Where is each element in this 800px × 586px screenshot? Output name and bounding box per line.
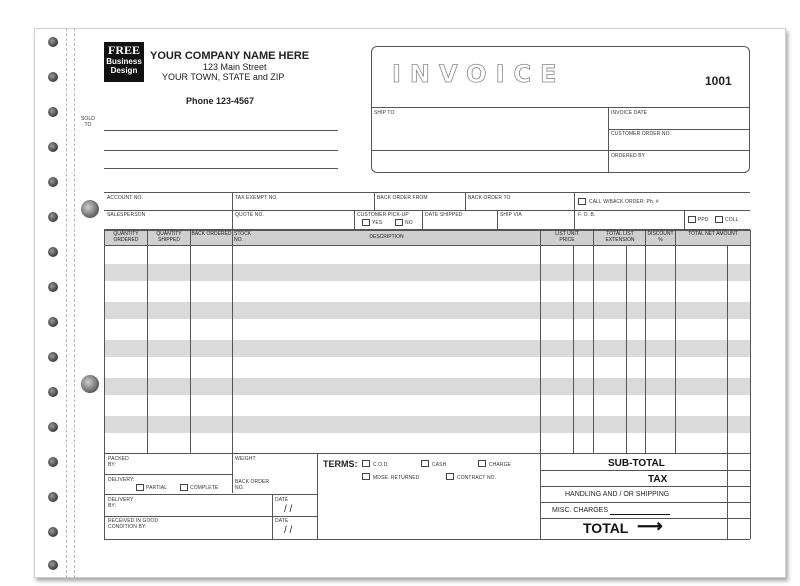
tax-exempt-label: TAX EXEMPT NO. — [235, 195, 278, 201]
ordered-by-field[interactable] — [611, 160, 747, 171]
call-wback-checkbox[interactable] — [578, 198, 586, 205]
info-divider — [497, 210, 498, 229]
grid-col — [147, 230, 148, 454]
invoice-number: 1001 — [705, 74, 732, 88]
feed-hole — [48, 560, 58, 570]
company-name: YOUR COMPANY NAME HERE — [150, 50, 310, 62]
grid-col — [750, 230, 751, 454]
sub-total-label: SUB-TOTAL — [608, 458, 665, 469]
logo-line3: Design — [110, 66, 138, 75]
salesperson-label: SALESPERSON — [107, 212, 146, 218]
footer-line — [104, 474, 232, 475]
ppd-label: PPD — [698, 217, 709, 223]
tax-label: TAX — [648, 474, 668, 485]
col-qty-ordered: QUANTITY ORDERED — [113, 231, 139, 243]
sold-to-label: SOLD TO — [80, 116, 96, 128]
info-divider — [574, 192, 575, 229]
info-divider — [374, 192, 375, 210]
feed-hole — [48, 177, 58, 187]
logo-line2: Business — [106, 57, 142, 66]
totals-line — [540, 486, 750, 487]
footer-divider — [727, 453, 728, 539]
pickup-yes-label: YES — [372, 220, 383, 226]
col-total-list: TOTAL LIST EXTENSION — [605, 231, 635, 243]
cash-checkbox[interactable] — [421, 460, 429, 467]
col-list-price: LIST UNIT PRICE — [555, 231, 579, 243]
grid-col — [573, 245, 574, 454]
terms-label: TERMS: — [323, 459, 358, 469]
ship-to-label: SHIP TO — [374, 110, 395, 116]
invoice-date-label: INVOICE DATE — [611, 110, 648, 116]
charge-label: CHARGE — [489, 462, 511, 468]
info-line — [104, 192, 750, 193]
logo-line1: FREE — [107, 43, 140, 57]
grid-col — [645, 230, 646, 454]
coll-label: COLL — [725, 217, 739, 223]
contract-no-checkbox[interactable] — [446, 473, 454, 480]
feed-hole — [48, 527, 58, 537]
feed-hole — [48, 317, 58, 327]
cash-label: CASH — [432, 462, 447, 468]
perforation-line — [66, 28, 67, 578]
date2-label: DATE — [275, 518, 289, 524]
mdse-returned-label: MDSE. RETURNED — [373, 475, 420, 481]
date2-slashes[interactable]: / / — [284, 525, 293, 536]
footer-divider — [750, 453, 751, 539]
company-phone: Phone 123-4567 — [186, 96, 255, 106]
company-city: YOUR TOWN, STATE and ZIP — [162, 72, 285, 82]
packed-by-label: PACKED BY: — [108, 456, 129, 468]
delivery-label: DELIVERY: — [108, 477, 135, 483]
footer-line — [104, 539, 750, 540]
back-order-from-label: BACK ORDER FROM — [377, 195, 428, 201]
col-qty-shipped: QUANTITY SHIPPED — [156, 231, 182, 243]
feed-hole — [48, 352, 58, 362]
grid-col — [593, 230, 594, 454]
handling-label: HANDLING AND / OR SHIPPING — [565, 491, 670, 498]
row-band — [104, 416, 750, 433]
grid-col — [232, 230, 233, 454]
info-divider — [232, 192, 233, 229]
col-description: DESCRIPTION — [369, 234, 404, 240]
complete-checkbox[interactable] — [180, 484, 188, 491]
feed-hole — [48, 107, 58, 117]
info-divider — [465, 192, 466, 210]
date-shipped-label: DATE SHIPPED — [425, 212, 463, 218]
customer-order-field[interactable] — [611, 138, 747, 149]
invoice-title: INVOICE — [392, 60, 566, 88]
binder-hole — [81, 200, 99, 218]
delivery-by-label: DELIVERY BY: — [108, 497, 134, 509]
footer-border — [104, 453, 105, 539]
invoice-date-field[interactable] — [611, 117, 747, 128]
ordered-by-label: ORDERED BY — [611, 153, 646, 159]
weight-label: WEIGHT — [235, 456, 256, 462]
invoice-divider — [608, 107, 609, 173]
grid-border — [104, 453, 750, 454]
ship-via-label: SHIP VIA — [500, 212, 522, 218]
pickup-yes-checkbox[interactable] — [362, 219, 370, 226]
footer-divider — [272, 494, 273, 539]
binder-hole — [81, 375, 99, 393]
footer-line — [104, 516, 317, 517]
misc-underline — [610, 514, 670, 515]
date-slashes[interactable]: / / — [284, 504, 293, 515]
ppd-checkbox[interactable] — [688, 216, 696, 223]
sold-to-line — [104, 130, 338, 131]
cod-label: C.O.D. — [373, 462, 389, 468]
feed-hole — [48, 457, 58, 467]
account-no-label: ACCOUNT NO. — [107, 195, 144, 201]
row-band — [104, 378, 750, 395]
date-label: DATE — [275, 497, 289, 503]
row-band — [104, 340, 750, 357]
totals-line — [540, 470, 750, 471]
footer-line — [104, 494, 317, 495]
customer-order-label: CUSTOMER ORDER NO. — [611, 131, 672, 137]
grid-border — [104, 245, 750, 246]
customer-pickup-label: CUSTOMER PICK-UP — [357, 212, 409, 218]
feed-hole — [48, 492, 58, 502]
misc-label: MISC. CHARGES — [552, 507, 609, 514]
feed-hole — [48, 212, 58, 222]
row-band — [104, 302, 750, 319]
received-label: RECEIVED IN GOOD CONDITION BY: — [108, 518, 159, 530]
footer-divider — [540, 453, 541, 539]
grid-col — [626, 245, 627, 454]
pickup-no-checkbox[interactable] — [395, 219, 403, 226]
footer-divider — [232, 453, 233, 493]
grid-col — [727, 245, 728, 454]
col-back-ordered: BACK ORDERED — [191, 231, 232, 237]
back-order-to-label: BACK ORDER TO — [468, 195, 511, 201]
invoice-divider — [371, 107, 750, 108]
grid-col — [675, 230, 676, 454]
feed-hole — [48, 247, 58, 257]
call-wback-label: CALL W/BACK ORDER: Ph. # — [589, 199, 659, 205]
feed-hole — [48, 422, 58, 432]
total-label: TOTAL — [583, 520, 629, 536]
totals-line — [540, 502, 750, 503]
feed-hole — [48, 282, 58, 292]
info-divider — [422, 210, 423, 229]
complete-label: COMPLETE — [190, 485, 219, 491]
pickup-no-label: NO — [405, 220, 413, 226]
grid-col — [190, 230, 191, 454]
ship-to-field[interactable] — [374, 120, 606, 148]
info-line — [104, 210, 750, 211]
partial-label: PARTIAL — [146, 485, 168, 491]
company-logo — [104, 42, 144, 82]
col-total-net: TOTAL NET AMOUNT — [688, 231, 738, 237]
feed-hole — [48, 72, 58, 82]
contract-no-label: CONTRACT NO. — [457, 475, 497, 481]
coll-checkbox[interactable] — [715, 216, 723, 223]
feed-hole — [48, 142, 58, 152]
invoice-divider — [608, 129, 750, 130]
back-order-no-label: BACK ORDER NO. — [235, 479, 270, 491]
sold-to-line — [104, 150, 338, 151]
company-street: 123 Main Street — [203, 62, 267, 72]
info-divider — [684, 210, 685, 229]
row-band — [104, 264, 750, 281]
fob-label: F. O. B. — [578, 212, 596, 218]
grid-col — [104, 230, 105, 454]
charge-checkbox[interactable] — [478, 460, 486, 467]
feed-hole — [48, 37, 58, 47]
grid-col — [540, 230, 541, 454]
info-divider — [354, 210, 355, 229]
mdse-returned-checkbox[interactable] — [362, 473, 370, 480]
perforation-line — [74, 28, 75, 578]
partial-checkbox[interactable] — [136, 484, 144, 491]
quote-no-label: QUOTE NO. — [235, 212, 264, 218]
footer-divider — [317, 453, 318, 539]
total-arrow-icon: ⟶ — [637, 516, 663, 536]
feed-hole — [48, 387, 58, 397]
invoice-divider — [371, 150, 750, 151]
col-discount: DISCOUNT % — [647, 231, 674, 243]
cod-checkbox[interactable] — [362, 460, 370, 467]
col-stock-no: STOCK NO. — [234, 231, 252, 243]
sold-to-line — [104, 168, 338, 169]
